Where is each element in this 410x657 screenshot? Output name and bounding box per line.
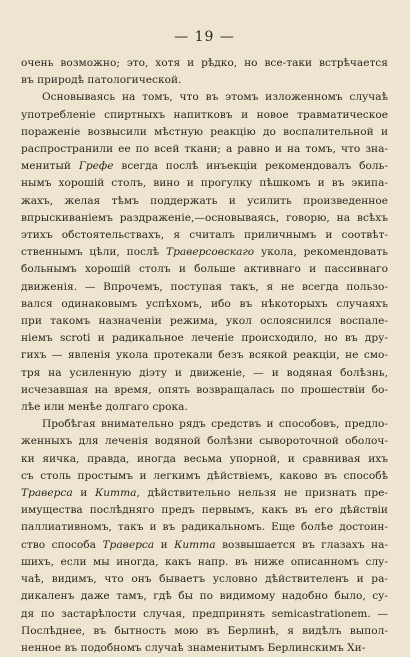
text-line: дя по застарѣлости случая, предпринять semicastrationem. — bbox=[21, 607, 388, 620]
text-line: употребленіе спиртныхъ напитковъ и новое травматическое bbox=[21, 108, 388, 121]
text-line: ніемъ scroti и радикальное леченіе происходило, но въ дру- bbox=[21, 332, 388, 345]
text-line: съ столь простымъ и легкимъ дѣйствіемъ, каково въ способѣ bbox=[21, 469, 388, 482]
text-line: пораженіе возвысили мѣстную реакцію до воспалительной и bbox=[21, 125, 388, 138]
text-line: Основываясь на томъ, что въ этомъ изложенномъ случаѣ bbox=[42, 91, 388, 104]
text-line: при такомъ назначеніи режима, укол ослояснился воспале- bbox=[21, 315, 388, 328]
text-line: гихъ — явленія укола протекали безъ всякой реакціи, не смо- bbox=[21, 349, 388, 362]
text-line: вался одинаковымъ успѣхомъ, ибо въ нѣкоторыхъ случаяхъ bbox=[21, 297, 388, 310]
text-line: паллиативномъ, такъ и въ радикальномъ. Еще болѣе достоин- bbox=[21, 521, 388, 534]
text-line: въ природѣ патологической. bbox=[21, 74, 182, 87]
text-line: нымъ хорошій столъ, вино и прогулку пѣшкомъ и въ экипа- bbox=[21, 177, 388, 190]
paragraph bbox=[21, 89, 388, 416]
text-line: Траверса и Китта, дѣйствительно нельзя не признать пре- bbox=[21, 487, 388, 500]
text-line: тря на усиленную діэту и движеніе, — и водяная болѣзнь, bbox=[21, 366, 388, 379]
text-line: менитый Грефе всегда послѣ инъекціи рекомендовалъ боль- bbox=[21, 160, 388, 173]
paragraph bbox=[21, 416, 388, 657]
paragraph bbox=[21, 55, 388, 89]
text-line: женныхъ для леченія водяной болѣзни сывороточной оболоч- bbox=[21, 435, 388, 448]
text-line: Пробѣгая внимательно рядъ средствъ и способовъ, предло- bbox=[42, 418, 388, 431]
text-line: впрыскиваніемъ раздраженіе,—основываясь, говорю, на всѣхъ bbox=[21, 211, 388, 224]
page-number: — 19 — bbox=[174, 29, 235, 45]
text-line: лѣе или менѣе долгаго срока. bbox=[21, 401, 188, 414]
text-line: распространили ее по всей ткани; а равно и на томъ, что зна- bbox=[21, 143, 388, 156]
text-line: ство способа Траверса и Китта возвышается въ глазахъ на- bbox=[21, 538, 388, 551]
text-line: исчезавшая на время, опять возвращалась по прошествіи бо- bbox=[21, 383, 388, 396]
text-line: шихъ, если мы иногда, какъ напр. въ ниже описанномъ слу- bbox=[21, 555, 388, 568]
text-line: имущества послѣдняго предъ первымъ, какъ въ его дѣйствіи bbox=[21, 504, 388, 517]
text-line: движенія. — Впрочемъ, поступая такъ, я не всегда пользо- bbox=[21, 280, 388, 293]
text-line: Послѣднее, въ бытность мою въ Берлинѣ, я видѣлъ выпол- bbox=[21, 624, 388, 637]
text-line: ки яичка, правда, иногда весьма упорной, и сравнивая ихъ bbox=[21, 452, 388, 465]
text-line: очень возможно; это, хотя и рѣдко, но все-таки встрѣчается bbox=[21, 57, 388, 69]
text-line: дикаленъ даже тамъ, гдѣ бы по видимому надобно было, су- bbox=[21, 590, 388, 603]
text-line: больнымъ хорошій столъ и больше активнаго и пассивнаго bbox=[21, 263, 388, 276]
text-line: этихъ обстоятельствахъ, я считалъ приличнымъ и соотвѣт- bbox=[21, 229, 388, 242]
text-line: ственнымъ цѣли, послѣ Траверсовскаго укола, рекомендовать bbox=[21, 246, 388, 259]
body-text bbox=[21, 55, 388, 657]
text-line: ненное въ подобномъ случаѣ знаменитымъ Берлинскимъ Хи- bbox=[21, 641, 366, 654]
text-line: чаѣ, видимъ, что онъ бываетъ условно дѣйствителенъ и ра- bbox=[21, 573, 388, 586]
text-line: жахъ, желая тѣмъ поддержать и усилить произведенное bbox=[21, 194, 388, 207]
